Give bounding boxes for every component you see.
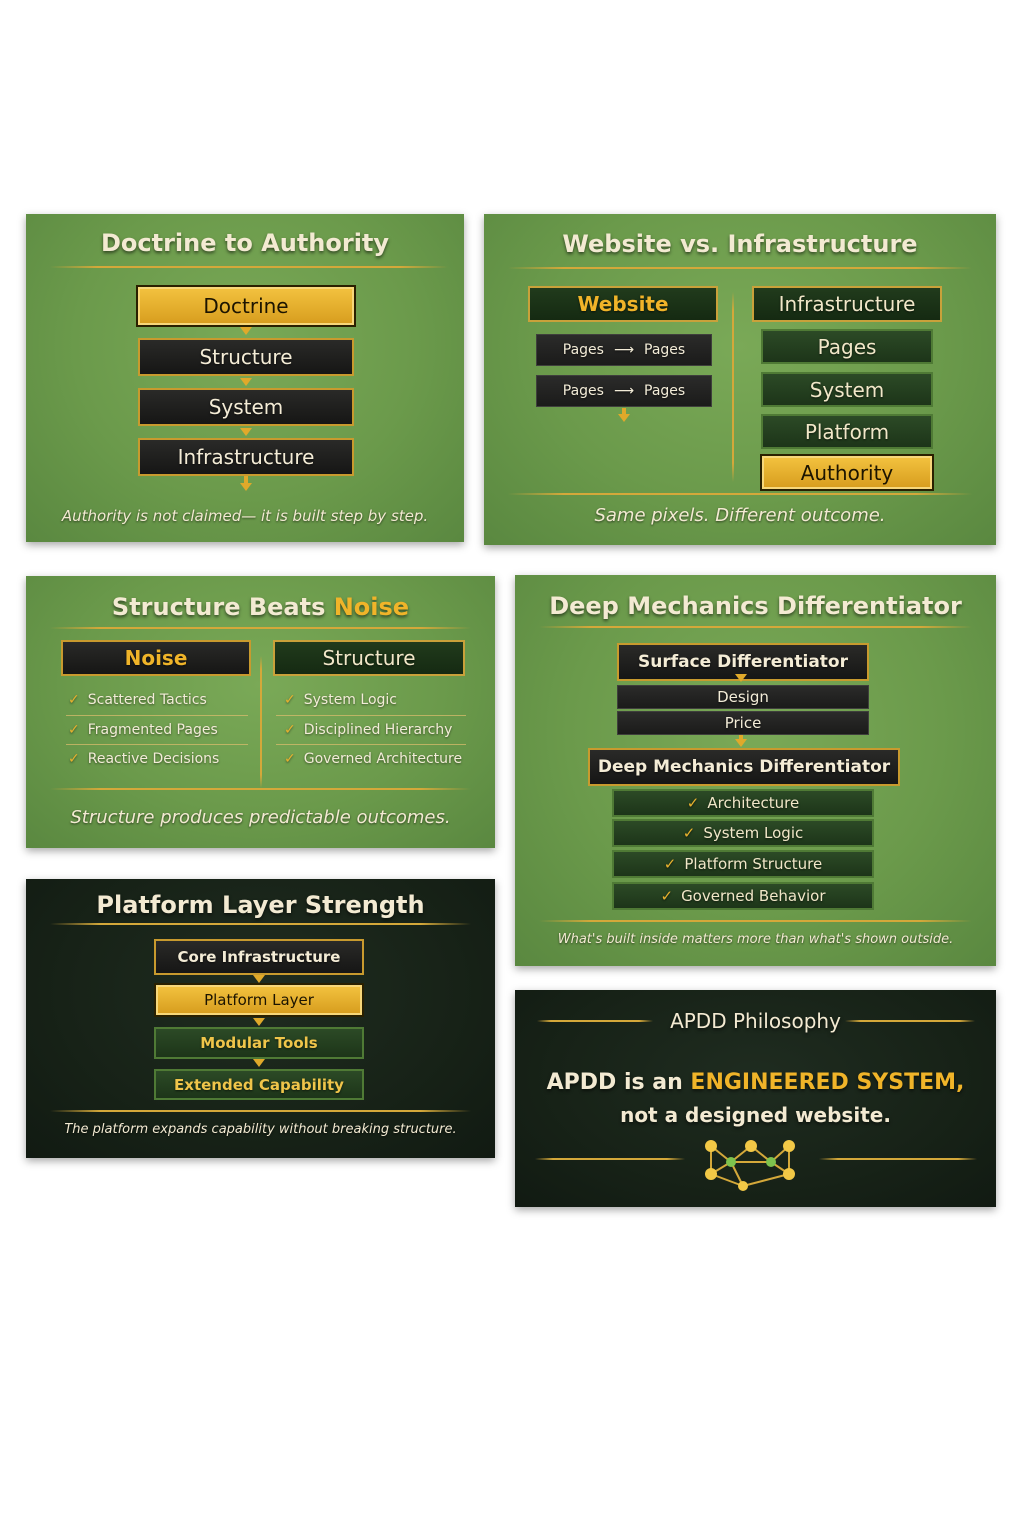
philosophy-line-1 <box>515 1070 996 1095</box>
title-divider <box>539 626 972 628</box>
layer-platform: Platform Layer <box>156 985 362 1015</box>
column-divider <box>732 292 734 482</box>
deep-item: ✓ System Logic <box>612 819 874 847</box>
title-divider <box>508 267 972 269</box>
arrow-down-icon <box>240 327 252 335</box>
deep-item: ✓ Architecture <box>612 789 874 817</box>
panel-caption: Structure produces predictable outcomes. <box>70 807 451 828</box>
noise-item: ✓ Reactive Decisions <box>68 751 220 767</box>
title-part: Structure Beats <box>111 593 334 621</box>
caption-divider <box>539 920 972 922</box>
item-divider <box>276 715 466 716</box>
header-rule-right <box>845 1020 975 1022</box>
infra-step-platform: Platform <box>761 414 933 449</box>
check-icon: ✓ <box>284 692 296 708</box>
check-icon: ✓ <box>660 887 674 905</box>
check-icon: ✓ <box>284 722 296 738</box>
panel-title: Doctrine to Authority <box>100 229 390 257</box>
title-divider <box>50 627 471 629</box>
infrastructure-header: Infrastructure <box>752 286 942 322</box>
item-divider <box>276 744 466 745</box>
website-row-1 <box>536 334 712 366</box>
arrow-down-icon <box>240 378 252 386</box>
arrow-down-icon <box>253 975 265 983</box>
panel-doctrine-to-authority <box>26 214 464 542</box>
item-divider <box>66 744 248 745</box>
step-structure: Structure <box>138 338 354 376</box>
arrow-down-icon <box>253 1018 265 1026</box>
title-divider <box>50 923 471 925</box>
arrow-down-icon <box>240 483 252 491</box>
arrow-down-icon <box>240 428 252 436</box>
footer-rule-right <box>819 1158 977 1160</box>
structure-header: Structure <box>273 640 465 676</box>
row-label-right: Pages <box>644 383 686 399</box>
deep-item: ✓ Governed Behavior <box>612 882 874 910</box>
surface-item-price: Price <box>617 711 869 735</box>
arrow-right-icon: ⟶ <box>613 383 635 399</box>
check-icon: ✓ <box>68 751 80 767</box>
surface-differentiator: Surface Differentiator <box>617 643 869 681</box>
arrow-right-icon: ⟶ <box>613 342 635 358</box>
infra-step-system: System <box>761 372 933 407</box>
structure-item: ✓ Governed Architecture <box>284 751 463 767</box>
noise-item: ✓ Fragmented Pages <box>68 722 218 738</box>
noise-item: ✓ Scattered Tactics <box>68 692 207 708</box>
step-system: System <box>138 388 354 426</box>
panel-apdd-philosophy <box>515 990 996 1207</box>
row-label-left: Pages <box>562 342 604 358</box>
structure-item: ✓ System Logic <box>284 692 397 708</box>
layer-core-infrastructure: Core Infrastructure <box>154 939 364 975</box>
item-divider <box>66 715 248 716</box>
check-icon: ✓ <box>284 751 296 767</box>
panel-caption: Authority is not claimed— it is built step by step. <box>61 507 429 525</box>
panel-caption: What's built inside matters more than what's shown outside. <box>557 932 954 947</box>
surface-item-design: Design <box>617 685 869 709</box>
row-label-right: Pages <box>644 342 686 358</box>
panel-title: Website vs. Infrastructure <box>562 230 918 258</box>
panel-title: APDD Philosophy <box>670 1009 841 1033</box>
philosophy-text: APDD is an <box>546 1070 691 1095</box>
network-icon <box>701 1134 801 1194</box>
panel-structure-beats-noise <box>26 576 495 848</box>
column-divider <box>260 656 262 788</box>
layer-modular-tools: Modular Tools <box>154 1027 364 1059</box>
check-icon: ✓ <box>686 794 700 812</box>
check-icon: ✓ <box>68 722 80 738</box>
caption-divider <box>50 788 471 790</box>
check-icon: ✓ <box>68 692 80 708</box>
panel-title: Deep Mechanics Differentiator <box>549 592 962 620</box>
title-divider <box>50 266 448 268</box>
structure-item: ✓ Disciplined Hierarchy <box>284 722 453 738</box>
arrow-down-icon <box>253 1059 265 1067</box>
website-header: Website <box>528 286 718 322</box>
step-infrastructure: Infrastructure <box>138 438 354 476</box>
philosophy-highlight: ENGINEERED SYSTEM, <box>690 1070 965 1095</box>
step-doctrine: Doctrine <box>138 287 354 325</box>
noise-header: Noise <box>61 640 251 676</box>
panel-platform-layer-strength <box>26 879 495 1158</box>
check-icon: ✓ <box>682 824 696 842</box>
infra-step-pages: Pages <box>761 329 933 364</box>
footer-rule-left <box>535 1158 685 1160</box>
row-label-left: Pages <box>562 383 604 399</box>
panel-caption: Same pixels. Different outcome. <box>594 505 886 526</box>
panel-deep-mechanics <box>515 575 996 966</box>
panel-title: Platform Layer Strength <box>96 891 425 919</box>
layer-extended-capability: Extended Capability <box>154 1069 364 1100</box>
check-icon: ✓ <box>663 855 677 873</box>
arrow-down-icon <box>618 414 630 422</box>
arrow-down-icon <box>735 674 747 682</box>
panel-website-vs-infrastructure <box>484 214 996 545</box>
caption-divider <box>50 1110 471 1112</box>
arrow-down-icon <box>735 739 747 747</box>
panel-title <box>26 593 495 621</box>
philosophy-line-2: not a designed website. <box>620 1103 891 1127</box>
caption-divider <box>508 493 972 495</box>
title-highlight: Noise <box>333 593 410 621</box>
website-row-2 <box>536 375 712 407</box>
panel-caption: The platform expands capability without breaking structure. <box>64 1122 457 1137</box>
infra-step-authority: Authority <box>762 456 932 489</box>
deep-item: ✓ Platform Structure <box>612 850 874 878</box>
deep-mechanics-box: Deep Mechanics Differentiator <box>588 748 900 786</box>
